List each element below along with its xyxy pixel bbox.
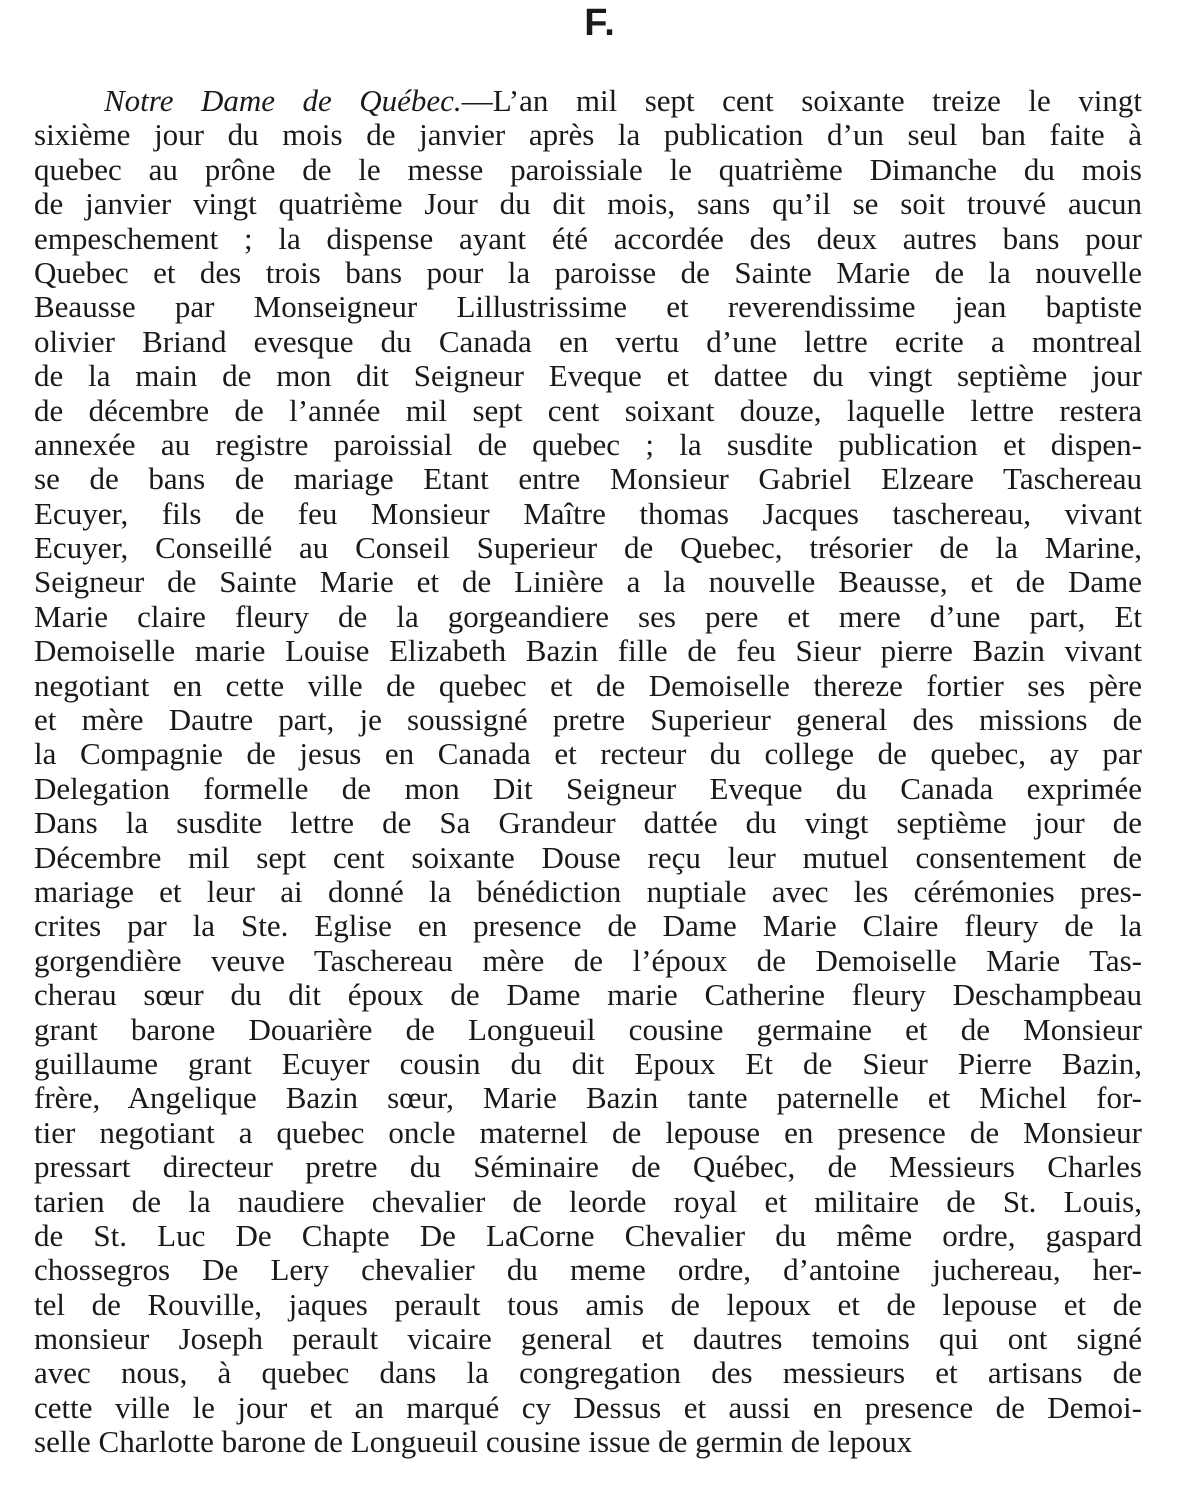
text-line: frère, Angelique Bazin sœur, Marie Bazin tante paternelle et Michel for-: [34, 1080, 1142, 1116]
text-line: chossegros De Lery chevalier du meme ordre, d’antoine juchereau, her-: [34, 1252, 1142, 1288]
text-line: se de bans de mariage Etant entre Monsieur Gabriel Elzeare Taschereau: [34, 461, 1142, 497]
section-heading: F.: [584, 2, 616, 44]
text-line: guillaume grant Ecuyer cousin du dit Epoux Et de Sieur Pierre Bazin,: [34, 1045, 1142, 1081]
marriage-record-text: [34, 84, 1142, 1460]
text-line: Demoiselle marie Louise Elizabeth Bazin fille de feu Sieur pierre Bazin vivant: [34, 633, 1142, 669]
text-line: de janvier vingt quatrième Jour du dit mois, sans qu’il se soit trouvé aucun: [34, 186, 1142, 222]
text-line: Ecuyer, Conseillé au Conseil Superieur de Quebec, trésorier de la Marine,: [34, 530, 1142, 566]
text-line: monsieur Joseph perault vicaire general et dautres temoins qui ont signé: [34, 1321, 1142, 1357]
text-line: negotiant en cette ville de quebec et de Demoiselle thereze fortier ses père: [34, 667, 1142, 703]
text-line: olivier Briand evesque du Canada en vertu d’une lettre ecrite a montreal: [34, 323, 1142, 359]
text-line: de décembre de l’année mil sept cent soixant douze, laquelle lettre restera: [34, 392, 1142, 428]
text-line: pressart directeur pretre du Séminaire de Québec, de Messieurs Charles: [34, 1149, 1142, 1185]
text-line: Delegation formelle de mon Dit Seigneur Eveque du Canada exprimée: [34, 770, 1142, 806]
text-line: annexée au registre paroissial de quebec ; la susdite publication et dispen-: [34, 426, 1142, 462]
text-line: cette ville le jour et an marqué cy Dessus et aussi en presence de Demoi-: [34, 1389, 1142, 1425]
text-line: Dans la susdite lettre de Sa Grandeur dattée du vingt septième jour de: [34, 805, 1142, 841]
text-line: mariage et leur ai donné la bénédiction nuptiale avec les cérémonies pres-: [34, 873, 1142, 909]
text-line: tel de Rouville, jaques perault tous amis de lepoux et de lepouse et de: [34, 1286, 1142, 1322]
text-line: Quebec et des trois bans pour la paroisse de Sainte Marie de la nouvelle: [34, 254, 1142, 290]
text-line: la Compagnie de jesus en Canada et recteur du college de quebec, ay par: [34, 736, 1142, 772]
text-line: [34, 84, 1142, 118]
text-line: Décembre mil sept cent soixante Douse reçu leur mutuel consentement de: [34, 839, 1142, 875]
text-line: avec nous, à quebec dans la congregation des messieurs et artisans de: [34, 1355, 1142, 1391]
text-line: quebec au prône de le messe paroissiale le quatrième Dimanche du mois: [34, 151, 1142, 187]
text-line: crites par la Ste. Eglise en presence de Dame Marie Claire fleury de la: [34, 908, 1142, 944]
text-line: sixième jour du mois de janvier après la publication d’un seul ban faite à: [34, 117, 1142, 153]
text-line: Ecuyer, fils de feu Monsieur Maître thomas Jacques taschereau, vivant: [34, 495, 1142, 531]
text-line: tarien de la naudiere chevalier de leorde royal et militaire de St. Louis,: [34, 1183, 1142, 1219]
text-line: de St. Luc De Chapte De LaCorne Chevalier du même ordre, gaspard: [34, 1217, 1142, 1253]
text-line-content: —L’an mil sept cent soixante treize le vingt: [461, 83, 1143, 118]
text-line: selle Charlotte barone de Longueuil cousine issue de germin de lepoux: [34, 1424, 913, 1460]
text-line: grant barone Douarière de Longueuil cousine germaine et de Monsieur: [34, 1011, 1142, 1047]
text-line: Beausse par Monseigneur Lillustrissime et reverendissime jean baptiste: [34, 289, 1142, 325]
text-line: cherau sœur du dit époux de Dame marie Catherine fleury Deschampbeau: [34, 977, 1142, 1013]
text-line: gorgendière veuve Taschereau mère de l’époux de Demoiselle Marie Tas-: [34, 942, 1142, 978]
text-line: de la main de mon dit Seigneur Eveque et dattee du vingt septième jour: [34, 358, 1142, 394]
text-line: tier negotiant a quebec oncle maternel de lepouse en presence de Monsieur: [34, 1114, 1142, 1150]
text-line: Seigneur de Sainte Marie et de Linière a la nouvelle Beausse, et de Dame: [34, 564, 1142, 600]
text-line: empeschement ; la dispense ayant été accordée des deux autres bans pour: [34, 220, 1142, 256]
place-title: Notre Dame de Québec.: [104, 83, 462, 118]
text-line: et mère Dautre part, je soussigné pretre Superieur general des missions de: [34, 702, 1142, 738]
text-line: Marie claire fleury de la gorgeandiere ses pere et mere d’une part, Et: [34, 598, 1142, 634]
